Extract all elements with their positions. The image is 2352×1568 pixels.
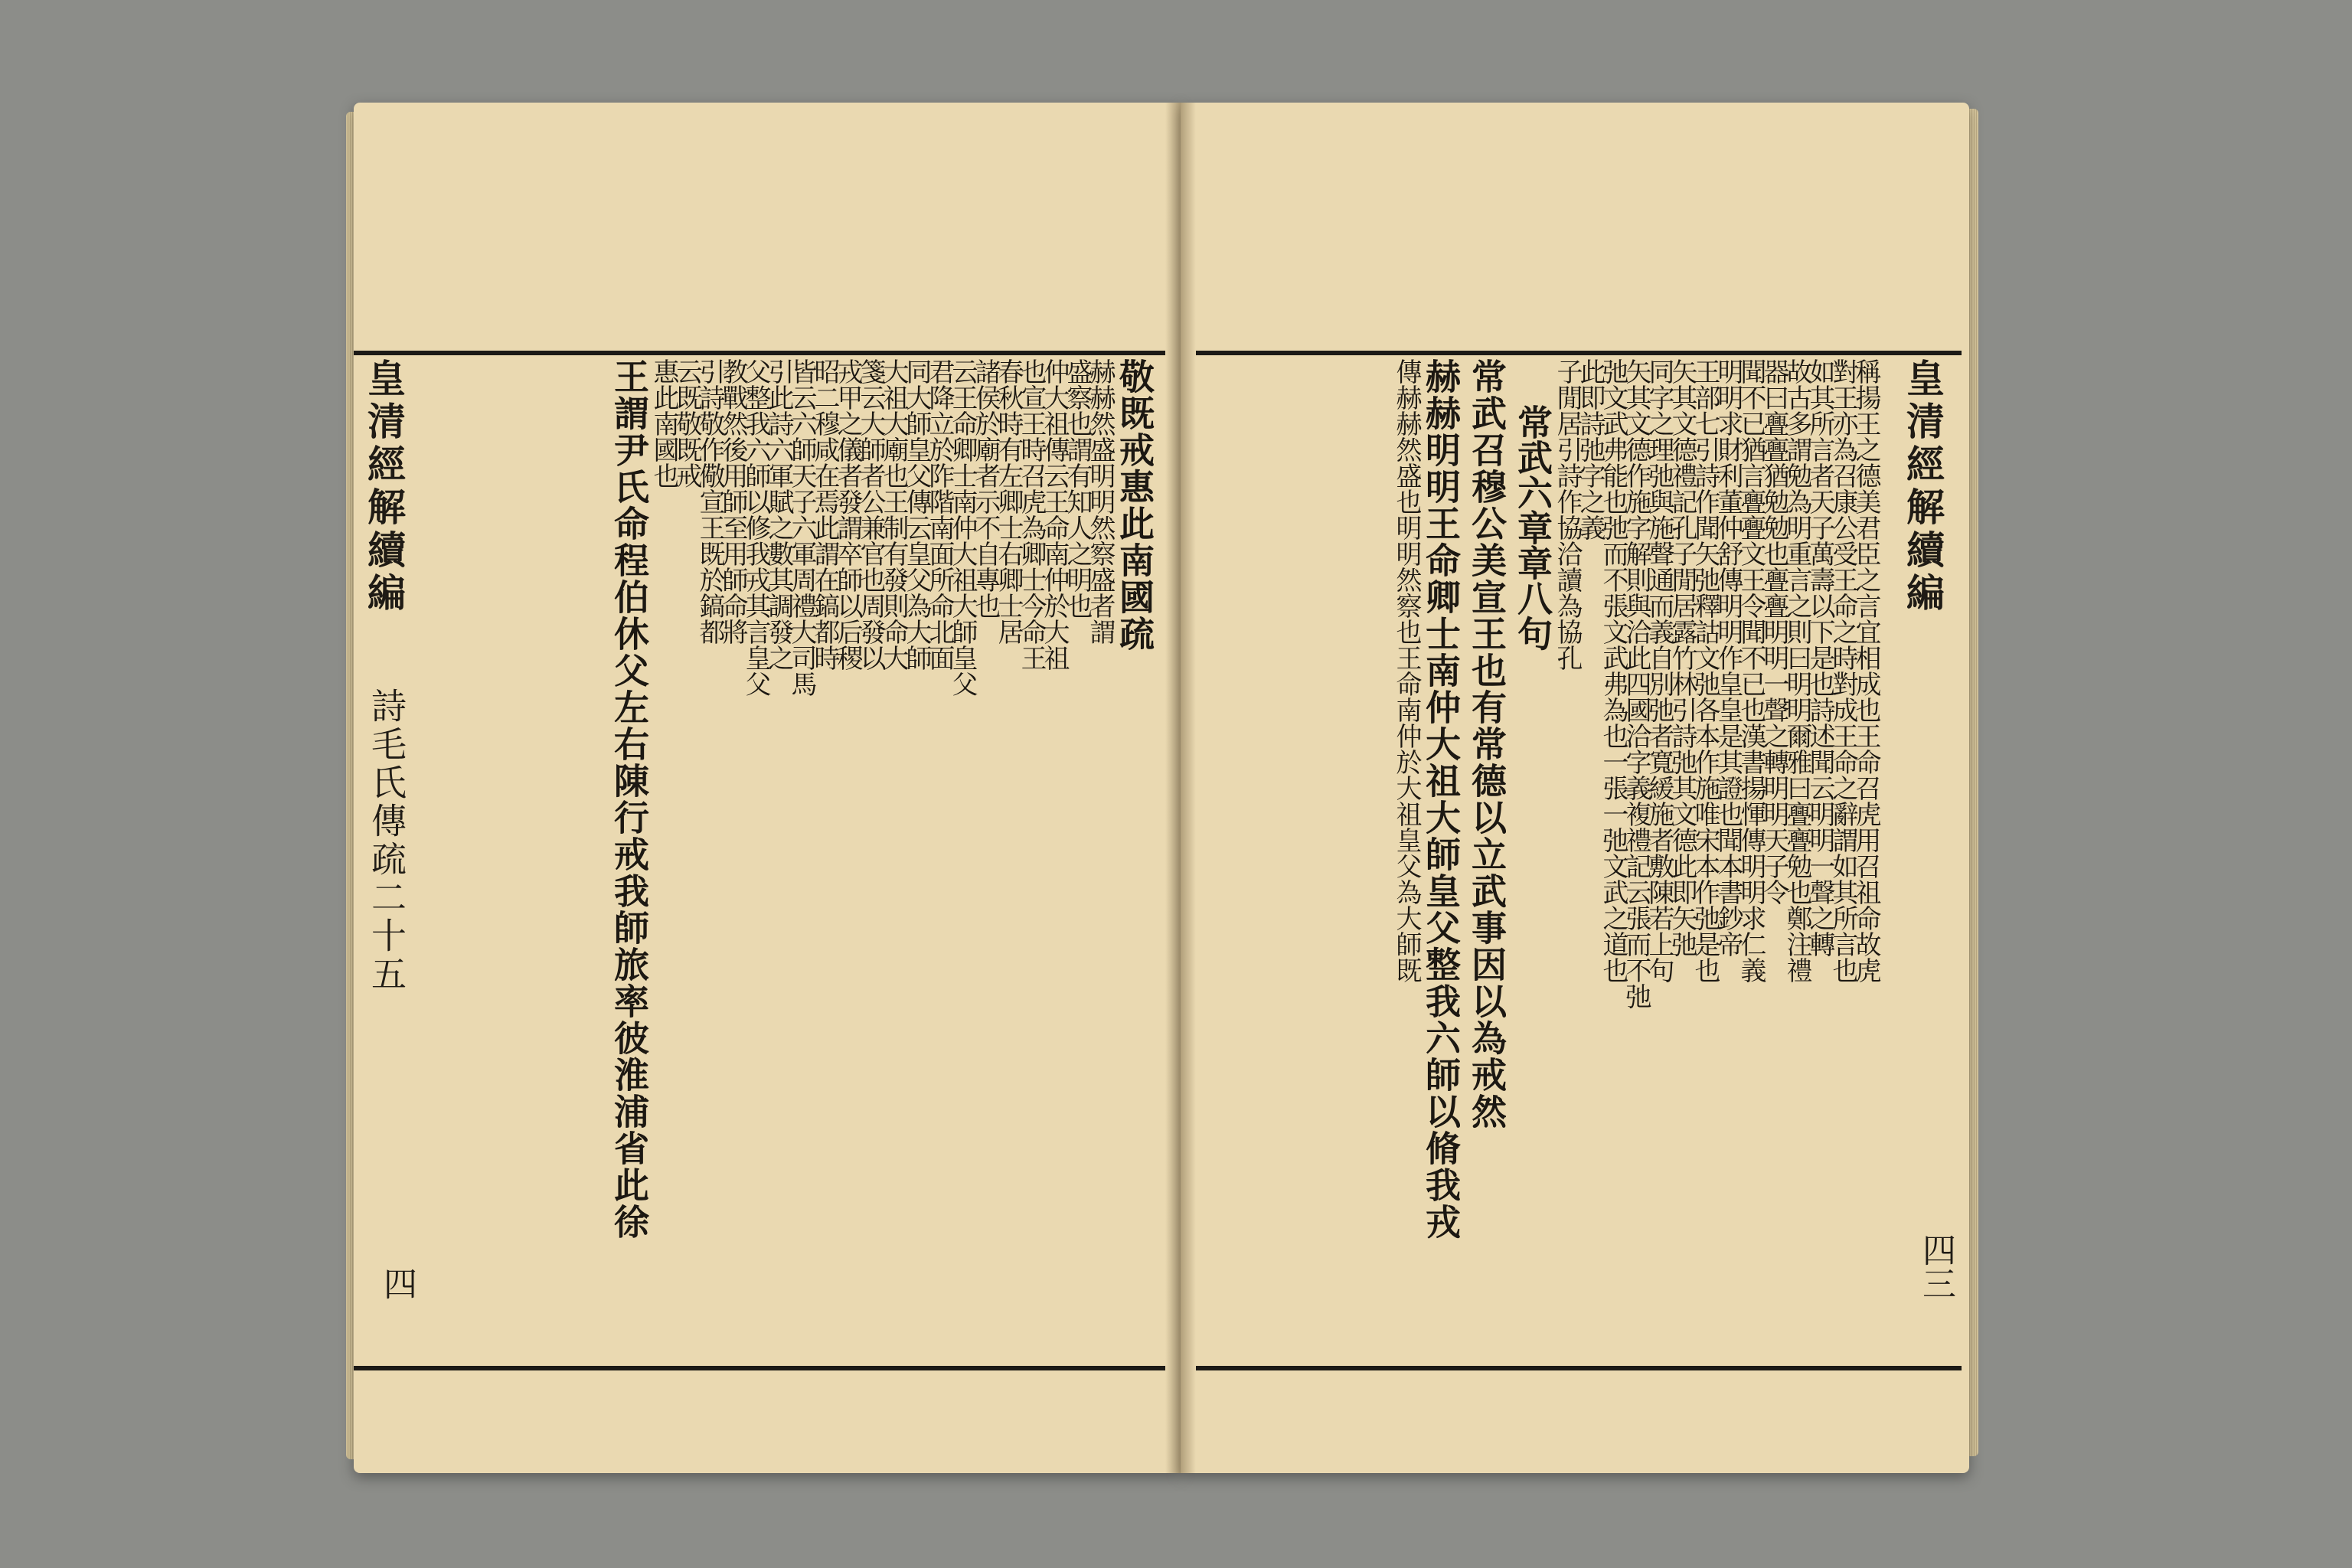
text-column: 引此詩六軍賦之數其調發之 [763, 358, 794, 671]
text-column: 盛察也謂有知人之明也 [1062, 358, 1093, 619]
text-column: 昭二穆咸在焉此謂在鎬都時 [809, 358, 840, 671]
text-column: 春秋時有左卿士右卿士居 [993, 358, 1024, 645]
text-column: 引詩敬作儆宣王既於鎬都 [694, 358, 725, 645]
text-column: 常武六章章八句 [1512, 404, 1553, 651]
text-column: 大祖大廟也王制有發則命大 [878, 358, 909, 671]
text-column: 如其所言者天子萬壽以下是也詩述聞云明明一聲之轉 [1805, 358, 1835, 957]
text-column: 仲大祖傳云王命南仲於大祖 [1039, 358, 1070, 671]
right-page-number: 四三 [1916, 1233, 1955, 1300]
text-column: 諸侯於廟者示不自專也 [970, 358, 1001, 619]
text-column: 子閒居引詩作協洽讀為協孔 [1552, 358, 1583, 671]
right-margin-label [1893, 351, 1962, 1369]
left-chapter-title: 詩毛氏傳疏二十五 [366, 688, 407, 994]
text-column: 矢其文德禮記孔子閒居露竹林引詩弛其文德此即矢弛 [1667, 358, 1697, 957]
text-column: 父整我六師以修我戎其言皇父 [740, 358, 771, 697]
text-column: 對王亦為召康公受王命之時對成王命之辭謂如其所言也 [1828, 358, 1858, 983]
book-gutter [1165, 103, 1196, 1473]
text-column: 常武召穆公美宣王也有常德以立武事因以為戒然 [1466, 358, 1508, 1130]
text-column: 赫赫然盛明明然察盛者謂 [1085, 358, 1116, 645]
left-margin-label [354, 351, 423, 1369]
text-column: 敬既戒惠此南國疏 [1114, 358, 1155, 652]
text-column: 傳赫赫然盛也明明然察也王命南仲於大祖皇父為大師既 [1391, 358, 1422, 983]
text-column: 同字之理弛與施聲通而義自別弛者寬緩施者敷陳若上句 [1644, 358, 1674, 983]
text-column: 皆云六師天子六軍周禮大司馬 [786, 358, 817, 697]
text-column: 惠此南國也 [648, 358, 679, 488]
text-column: 故古多謂勉為明重言之則曰明明爾雅曰亹亹勉也鄭注禮 [1782, 358, 1812, 983]
text-column: 器曰亹亹猶勉勉也亹亹明明一聲之轉明明天子令 [1759, 358, 1789, 905]
text-column: 王部七引詩作聞矢弛釋詁文弛各本作施唯宋本作弛是也 [1690, 358, 1720, 983]
open-book [354, 90, 1969, 1484]
text-column: 赫赫明明王命卿士南仲大祖大師皇父整我六師以脩我戎 [1420, 358, 1462, 1240]
left-text-columns [469, 358, 1158, 1354]
text-column: 稱揚王之德美君臣之言宜相成也王命召虎用召祖命故虎 [1851, 358, 1881, 983]
text-column: 矢其文德作施字解則與洽此四國洽字義複禮記云張而不弛 [1621, 358, 1651, 1009]
text-column: 教戰然後用師至用師命將 [717, 358, 748, 645]
text-column: 云王命卿士南仲大祖大師皇父 [947, 358, 978, 697]
left-series-title: 皇清經解續編 [361, 358, 407, 616]
text-column: 也宣王時召虎為卿士今命王 [1016, 358, 1047, 671]
text-column: 箋云大師者公兼官也周發以 [855, 358, 886, 671]
text-column: 弛文武弗能也弛而不張文武弗為也一張一弛文武之道也 [1598, 358, 1628, 983]
right-text-columns [1204, 358, 1881, 1354]
text-column: 戎甲之儀者發謂卒師以后稷 [832, 358, 863, 671]
text-column: 此即詩弛字之義 [1575, 358, 1606, 541]
right-series-title: 皇清經解續編 [1900, 358, 1945, 616]
text-column: 聞不已猶言亹亹文王令聞不已也漢書揚惲傳明明求仁義 [1736, 358, 1766, 983]
text-column: 云既敬既戒 [671, 358, 702, 488]
text-column: 君降立於阼階南面所命北面 [924, 358, 955, 671]
text-column: 同大師皇父傳云皇父為大師 [901, 358, 932, 671]
left-page-number: 四 [377, 1266, 416, 1300]
text-column: 明明求財利董仲舒傳明明作皇皇是其證也聞本書鈔帝 [1713, 358, 1743, 957]
text-column: 王謂尹氏命程伯休父左右陳行戒我師旅率彼淮浦省此徐 [609, 358, 650, 1240]
